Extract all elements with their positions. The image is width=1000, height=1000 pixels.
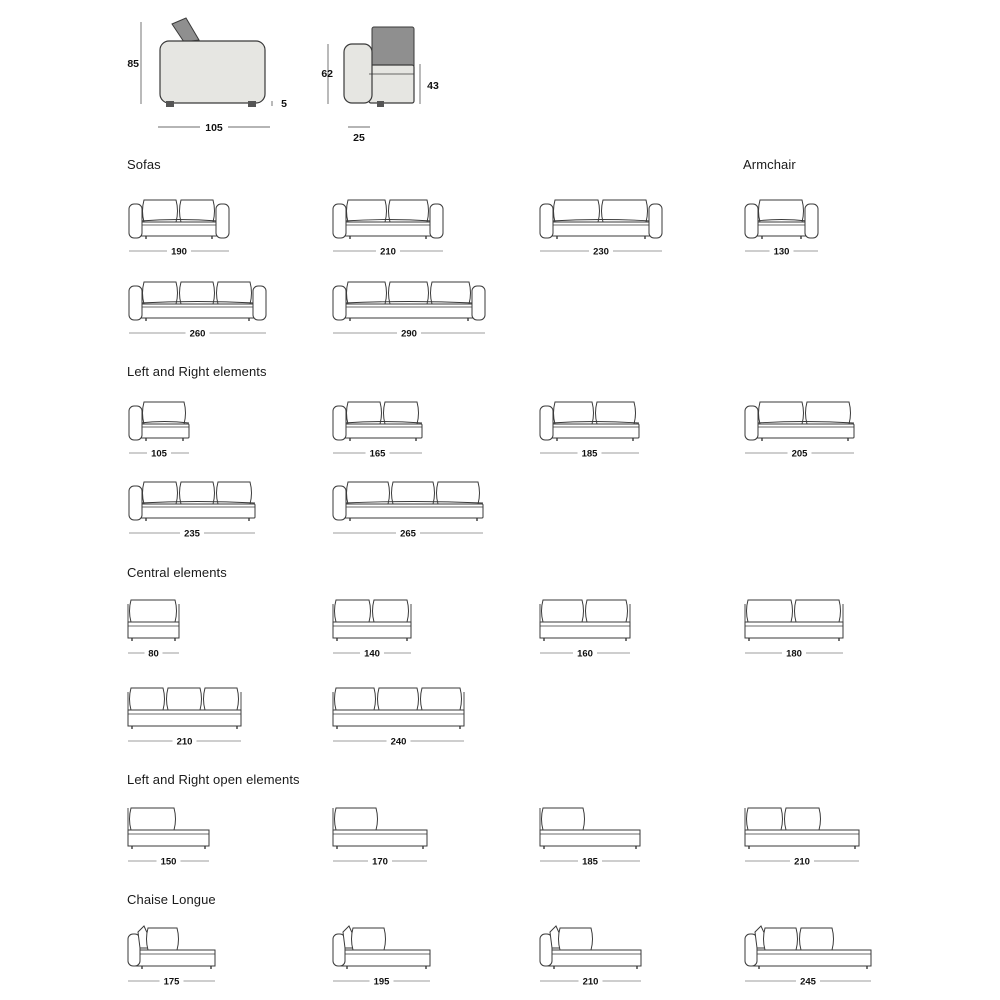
back-cushion	[421, 688, 462, 710]
left-right-235	[129, 482, 255, 540]
width-dimension-label: 165	[369, 448, 386, 460]
back-cushion	[180, 282, 215, 304]
width-dimension-label: 140	[364, 648, 380, 660]
chaise-210	[540, 926, 641, 988]
seat-body	[369, 65, 414, 103]
back-cushion	[352, 928, 386, 950]
width-dimension-label: 210	[176, 736, 193, 748]
width-dimension-label: 130	[773, 246, 790, 258]
sofa-260	[129, 282, 266, 340]
width-dimension-label: 185	[582, 856, 598, 868]
sofa-190	[129, 200, 229, 258]
width-dimension-label: 290	[401, 328, 417, 340]
back-cushion	[372, 27, 414, 69]
back-cushion	[335, 688, 376, 710]
height-dimension-label: 85	[127, 58, 139, 70]
sofa-210	[333, 200, 443, 258]
back-cushion	[437, 482, 480, 504]
open-side-view	[321, 27, 439, 144]
section-title-chaise: Chaise Longue	[127, 892, 216, 907]
central-80	[128, 600, 179, 660]
width-dimension-label: 195	[373, 976, 390, 988]
back-cushion	[596, 402, 636, 424]
width-dimension-label: 210	[380, 246, 396, 258]
section-title-open: Left and Right open elements	[127, 772, 300, 787]
width-dimension-label: 235	[184, 528, 200, 540]
seat-height-dimension-label: 43	[427, 80, 439, 92]
width-dimension-label: 175	[163, 976, 180, 988]
foot-dimension-label: 5	[281, 98, 287, 110]
back-cushion	[167, 688, 202, 710]
central-210	[128, 688, 241, 748]
back-cushion	[347, 200, 387, 222]
width-dimension-label: 205	[791, 448, 808, 460]
section-title-central: Central elements	[127, 565, 227, 580]
width-dimension-label: 240	[390, 736, 407, 748]
back-cushion	[335, 808, 378, 830]
back-cushion	[373, 600, 409, 622]
back-cushion	[431, 282, 471, 304]
width-dimension-label: 150	[160, 856, 177, 868]
width-dimension-label: 170	[372, 856, 388, 868]
back-cushion	[347, 482, 390, 504]
back-cushion	[143, 402, 186, 424]
back-cushion	[180, 482, 215, 504]
height-dimension-label: 62	[321, 68, 333, 80]
back-cushion	[347, 282, 387, 304]
sofa-side-body	[160, 41, 265, 103]
width-dimension-label: 260	[189, 328, 206, 340]
back-cushion	[180, 200, 215, 222]
left-right-165	[333, 402, 422, 460]
chaise-245	[745, 926, 871, 988]
back-cushion	[130, 600, 177, 622]
back-cushion	[130, 688, 165, 710]
back-cushion	[554, 200, 600, 222]
open-170	[333, 808, 427, 868]
width-dimension-label: 185	[581, 448, 598, 460]
width-dimension-label: 210	[794, 856, 810, 868]
back-cushion	[392, 482, 435, 504]
back-cushion	[204, 688, 239, 710]
central-240	[333, 688, 464, 748]
headrest	[172, 18, 199, 42]
back-cushion	[554, 402, 594, 424]
sofa-230	[540, 200, 662, 258]
left-right-265	[333, 482, 483, 540]
back-cushion	[759, 402, 804, 424]
left-right-185	[540, 402, 639, 460]
back-cushion	[586, 600, 628, 622]
central-160	[540, 600, 630, 660]
foot	[248, 101, 256, 107]
back-cushion	[389, 200, 429, 222]
armrest	[344, 44, 372, 103]
section-title-sofas: Sofas	[127, 157, 161, 172]
open-210	[745, 808, 859, 868]
width-dimension-label: 25	[353, 132, 365, 144]
back-cushion	[384, 402, 419, 424]
left-right-105	[129, 402, 189, 460]
back-cushion	[147, 928, 179, 950]
back-cushion	[806, 402, 851, 424]
width-dimension-label: 230	[593, 246, 609, 258]
back-cushion	[559, 928, 593, 950]
chaise-175	[128, 926, 215, 988]
back-cushion	[335, 600, 371, 622]
back-cushion	[378, 688, 419, 710]
back-cushion	[795, 600, 841, 622]
depth-dimension-label: 105	[205, 122, 223, 134]
back-cushion	[217, 282, 252, 304]
section-title-armchair: Armchair	[743, 157, 796, 172]
back-cushion	[759, 200, 804, 222]
back-cushion	[747, 600, 793, 622]
sofa-290	[333, 282, 485, 340]
back-cushion	[747, 808, 783, 830]
width-dimension-label: 190	[171, 246, 187, 258]
back-cushion	[389, 282, 429, 304]
foot	[166, 101, 174, 107]
central-140	[333, 600, 411, 660]
back-cushion	[542, 808, 585, 830]
width-dimension-label: 180	[786, 648, 802, 660]
width-dimension-label: 80	[148, 648, 159, 660]
width-dimension-label: 105	[151, 448, 167, 460]
armchair-130	[745, 200, 818, 258]
width-dimension-label: 160	[577, 648, 593, 660]
open-150	[128, 808, 209, 868]
back-cushion	[347, 402, 382, 424]
width-dimension-label: 245	[800, 976, 816, 988]
foot	[377, 101, 384, 107]
back-cushion	[143, 200, 178, 222]
back-cushion	[217, 482, 252, 504]
chaise-195	[333, 926, 430, 988]
sofa-side-view	[127, 18, 287, 134]
central-180	[745, 600, 843, 660]
width-dimension-label: 265	[400, 528, 416, 540]
open-185	[540, 808, 640, 868]
back-cushion	[602, 200, 648, 222]
back-cushion	[764, 928, 798, 950]
back-cushion	[130, 808, 176, 830]
back-cushion	[800, 928, 834, 950]
section-title-left-right: Left and Right elements	[127, 364, 267, 379]
width-dimension-label: 210	[582, 976, 599, 988]
back-cushion	[143, 282, 178, 304]
back-cushion	[785, 808, 821, 830]
back-cushion	[143, 482, 178, 504]
left-right-205	[745, 402, 854, 460]
back-cushion	[542, 600, 584, 622]
